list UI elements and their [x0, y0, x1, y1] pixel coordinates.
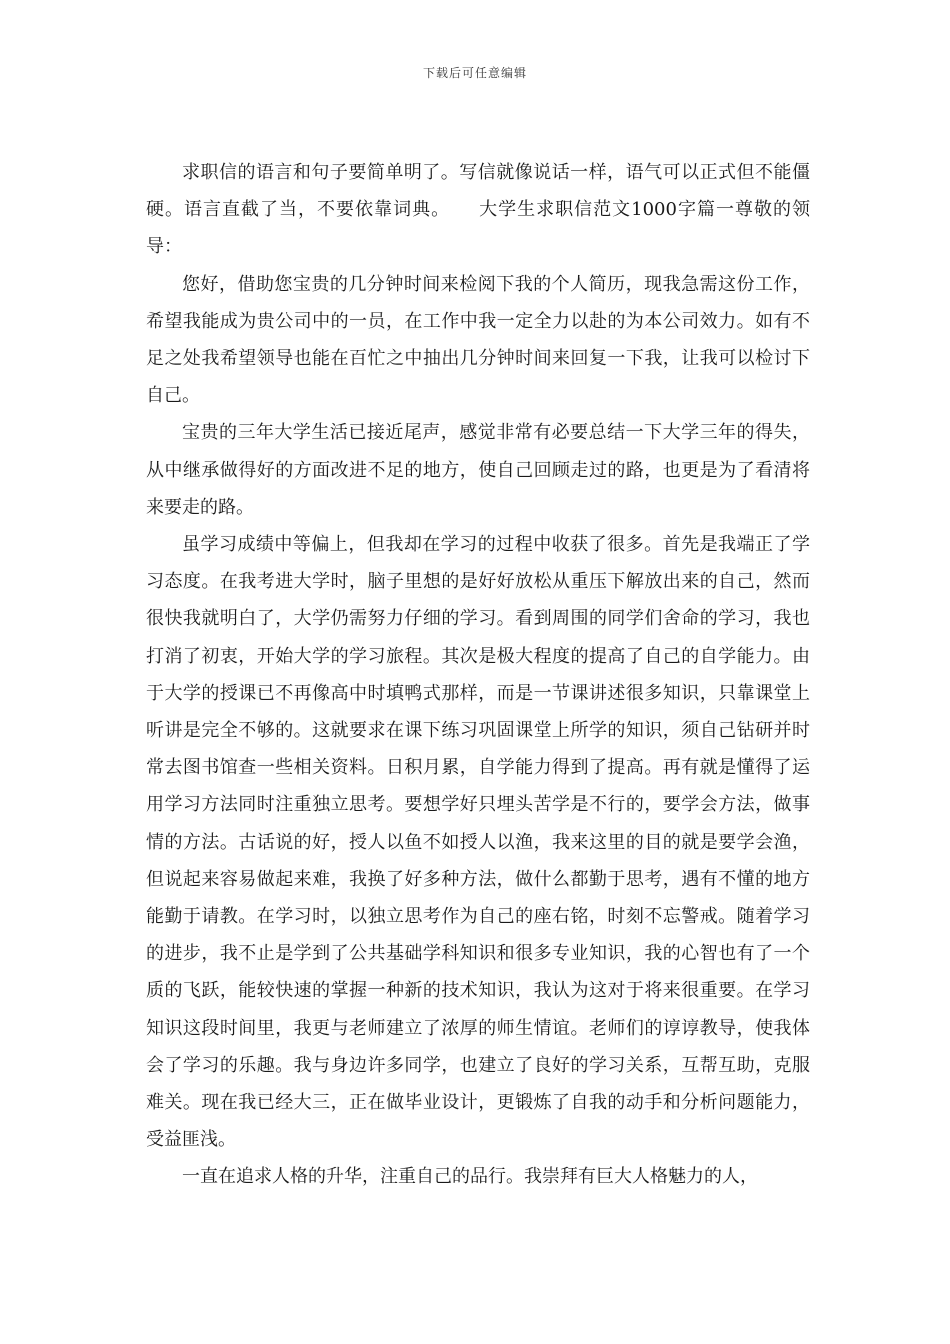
page-header: 下载后可任意编辑 — [422, 66, 527, 80]
paragraph-intro: 求职信的语言和句子要简单明了。写信就像说话一样，语气可以正式但不能僵硬。语言直截了当，不要依靠词典。 大学生求职信范文1000字篇一尊敬的领导： — [146, 162, 810, 258]
paragraph-summary: 宝贵的三年大学生活已接近尾声，感觉非常有必要总结一下大学三年的得失，从中继承做得好的方面改进不足的地方，使自己回顾走过的路，也更是为了看清将来要走的路。 — [146, 422, 810, 518]
paragraph-greeting: 您好，借助您宝贵的几分钟时间来检阅下我的个人简历，现我急需这份工作，希望我能成为贵公司中的一员，在工作中我一定全力以赴的为本公司效力。如有不足之处我希望领导也能在百忙之中抽出几分钟时间来回复一下我，让我可以检讨下自己。 — [146, 273, 810, 407]
paragraph-character: 一直在追求人格的升华，注重自己的品行。我崇拜有巨大人格魅力的人， — [182, 1166, 758, 1188]
document-body — [146, 154, 810, 1196]
paragraph-study: 虽学习成绩中等偏上，但我却在学习的过程中收获了很多。首先是我端正了学习态度。在我考进大学时，脑子里想的是好好放松从重压下解放出来的自己，然而很快我就明白了，大学仍需努力仔细的学习。看到周围的同学们舍命的学习，我也打消了初衷，开始大学的学习旅程。其次是极大程度的提高了自己的自学能力。由于大学的授课已不再像高中时填鸭式那样，而是一节课讲述很多知识，只靠课堂上听讲是完全不够的。这就要求在课下练习巩固课堂上所学的知识，须自己钻研并时常去图书馆查一些相关资料。日积月累，自学能力得到了提高。再有就是懂得了运用学习方法同时注重独立思考。要想学好只埋头苦学是不行的，要学会方法，做事情的方法。古话说的好，授人以鱼不如授人以渔，我来这里的目的就是要学会渔，但说起来容易做起来难，我换了好多种方法，做什么都勤于思考，遇有不懂的地方能勤于请教。在学习时，以独立思考作为自己的座右铭，时刻不忘警戒。随着学习的进步，我不止是学到了公共基础学科知识和很多专业知识，我的心智也有了一个质的飞跃，能较快速的掌握一种新的技术知识，我认为这对于将来很重要。在学习知识这段时间里，我更与老师建立了浓厚的师生情谊。老师们的谆谆教导，使我体会了学习的乐趣。我与身边许多同学，也建立了良好的学习关系，互帮互助，克服难关。现在我已经大三，正在做毕业设计，更锻炼了自我的动手和分析问题能力，受益匪浅。 — [146, 534, 810, 1151]
